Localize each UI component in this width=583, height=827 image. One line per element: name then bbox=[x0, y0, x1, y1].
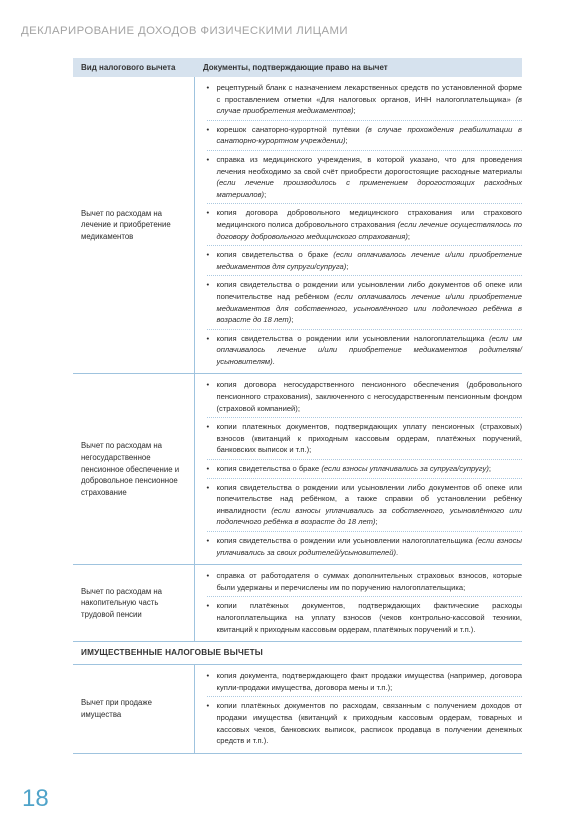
header-documents: Документы, подтверждающие право на вычет bbox=[194, 58, 522, 77]
document-text: копия документа, подтверждающего факт продажи имущества (например, договора купли-продажи имущества, договора мены и т.п.); bbox=[216, 671, 522, 692]
documents-list bbox=[207, 82, 523, 370]
document-punctuation: . bbox=[272, 356, 275, 366]
document-condition: (если им оплачивалось лечение и/или приобретение медикаментов родителям/усыновителям) bbox=[216, 333, 522, 366]
document-punctuation: ; bbox=[346, 261, 349, 271]
document-condition: (если лечение производилось с применением дорогостоящих расходных материалов) bbox=[216, 178, 522, 199]
bullet-icon: • bbox=[206, 464, 210, 474]
document-text: копия договора негосударственного пенсионного обеспечения (добровольного пенсионного страхования), заключенного с негосударственным пенсионным фондом (страховой компанией); bbox=[216, 380, 522, 413]
document-punctuation: ; bbox=[345, 136, 348, 146]
bullet-icon: • bbox=[206, 124, 210, 134]
bullet-icon: • bbox=[206, 380, 210, 390]
list-item bbox=[207, 249, 523, 276]
document-condition: (если взносы уплачивались за своих родителей/усыновителей) bbox=[216, 536, 522, 557]
document-text: копия свидетельства о рождении или усыновлении налогоплательщика bbox=[216, 333, 490, 343]
deduction-type: Вычет по расходам на накопительную часть трудовой пенсии bbox=[73, 565, 194, 642]
bullet-icon: • bbox=[206, 154, 210, 164]
page-number: 18 bbox=[22, 785, 49, 812]
list-item bbox=[207, 570, 523, 597]
list-item bbox=[207, 379, 523, 418]
bullet-icon: • bbox=[206, 601, 210, 611]
document-punctuation: ; bbox=[264, 189, 267, 199]
document-condition: (если лечение осуществлялось по договору добровольного медицинского страхования) bbox=[216, 219, 522, 241]
document-text: копия свидетельства о рождении или усыновлении налогоплательщика bbox=[216, 536, 476, 545]
document-text: копия свидетельства о браке bbox=[216, 250, 334, 260]
bullet-icon: • bbox=[206, 671, 210, 681]
document-text: справка от работодателя о суммах дополнительных страховых взносов, которые были удержаны и перечислены им по поручению налогоплательщика; bbox=[216, 571, 522, 592]
list-item bbox=[207, 124, 523, 151]
documents-list bbox=[207, 670, 523, 750]
document-punctuation: . bbox=[396, 547, 399, 557]
document-punctuation: ; bbox=[407, 231, 411, 241]
bullet-icon: • bbox=[206, 280, 210, 290]
list-item bbox=[207, 154, 523, 204]
list-item bbox=[207, 333, 523, 371]
table-row bbox=[73, 374, 522, 565]
list-item bbox=[207, 421, 523, 460]
list-item bbox=[207, 463, 523, 479]
section-title: ИМУЩЕСТВЕННЫЕ НАЛОГОВЫЕ ВЫЧЕТЫ bbox=[73, 642, 522, 665]
table-row bbox=[73, 565, 522, 642]
document-punctuation: ; bbox=[488, 464, 492, 474]
document-text: рецептурный бланк с назначением лекарственных средств по установленной форме с проставлением отметки «Для налоговых органов, ИНН налогоплательщика» bbox=[216, 83, 522, 104]
document-text: корешок санаторно-курортной путёвки bbox=[216, 124, 366, 134]
documents-cell bbox=[194, 565, 522, 642]
table-row bbox=[73, 77, 522, 374]
bullet-icon: • bbox=[206, 422, 210, 432]
section-row bbox=[73, 642, 522, 665]
document-punctuation: ; bbox=[291, 315, 294, 325]
list-item bbox=[207, 700, 523, 749]
document-text: копия свидетельства о рождении или усыновлении либо документов об опеке или попечительстве над ребёнком bbox=[216, 280, 522, 301]
document-text: копии платежных документов, подтверждающих уплату пенсионных (страховых) взносов (квитанций к приходным кассовым ордерам, платёжных поручений, банковских выписок и т.п.); bbox=[216, 422, 522, 455]
bullet-icon: • bbox=[206, 571, 210, 581]
bullet-icon: • bbox=[206, 208, 210, 218]
table-row bbox=[73, 665, 522, 754]
deductions-table bbox=[73, 58, 522, 754]
bullet-icon: • bbox=[206, 482, 210, 492]
document-condition: (если взносы уплачивались за собственного, усыновлённого или подопечного ребёнка в возрасте до 18 лет) bbox=[216, 505, 522, 527]
documents-cell bbox=[194, 77, 522, 374]
table-header-row bbox=[73, 58, 522, 77]
list-item bbox=[207, 535, 523, 561]
list-item bbox=[207, 207, 523, 246]
documents-cell bbox=[194, 665, 522, 754]
bullet-icon: • bbox=[206, 333, 210, 343]
document-text: копии платёжных документов, подтверждающих фактические расходы налогоплательщика на уплату взносов (чеков контрольно-кассовой техники, квитанций к приходным кассовым ордерам, платёжных поручений и т.п.). bbox=[216, 601, 522, 634]
documents-cell bbox=[194, 374, 522, 565]
document-punctuation: ; bbox=[375, 517, 378, 527]
running-head: ДЕКЛАРИРОВАНИЕ ДОХОДОВ ФИЗИЧЕСКИМИ ЛИЦАМИ bbox=[21, 25, 348, 37]
documents-list bbox=[207, 379, 523, 561]
bullet-icon: • bbox=[206, 536, 210, 545]
document-punctuation: ; bbox=[353, 106, 356, 116]
list-item bbox=[207, 482, 523, 532]
document-condition: (если взносы уплачивались за супруга/супругу) bbox=[321, 464, 489, 474]
deduction-type: Вычет при продаже имущества bbox=[73, 665, 194, 754]
document-text: копия договора добровольного медицинского страхования или страхового медицинского полиса добровольного страхования bbox=[216, 208, 522, 229]
list-item bbox=[207, 82, 523, 121]
document-text: копии платёжных документов по расходам, связанным с получением доходов от продажи имущества (квитанций к приходным кассовым ордерам, товарных и кассовых чеков, банковских выписок, расписок продавца в получении денежных средств и т.п.). bbox=[216, 701, 522, 746]
document-condition: (в случае приобретения медикаментов) bbox=[216, 94, 522, 116]
document-text: справка из медицинского учреждения, в которой указано, что для проведения лечения необходимо за свой счёт приобрести дорогостоящие расходные материалы bbox=[216, 154, 522, 176]
list-item bbox=[207, 279, 523, 329]
deduction-type: Вычет по расходам на лечение и приобретение медикаментов bbox=[73, 77, 194, 374]
document-condition: (если оплачивалось лечение и/или приобретение медикаментов для супруги/супруга) bbox=[216, 250, 522, 271]
list-item bbox=[207, 670, 523, 697]
bullet-icon: • bbox=[206, 701, 210, 711]
document-text: копия свидетельства о браке bbox=[216, 464, 322, 474]
table-body bbox=[73, 77, 522, 753]
documents-list bbox=[207, 570, 523, 638]
document-condition: (в случае прохождения реабилитации в санаторно-курортном учреждении) bbox=[216, 124, 522, 146]
header-deduction-type: Вид налогового вычета bbox=[73, 58, 194, 77]
document-condition: (если оплачивалось лечение и/или приобретение медикаментов для собственного, усыновлённого или подопечного ребёнка в возрасте до 18 лет) bbox=[216, 291, 522, 325]
bullet-icon: • bbox=[206, 83, 210, 92]
list-item bbox=[207, 600, 523, 638]
bullet-icon: • bbox=[206, 250, 210, 260]
document-text: копия свидетельства о рождении или усыновлении либо документов об опеке или попечительстве над ребёнком, а также справки об установлении ребёнку инвалидности bbox=[216, 482, 522, 515]
deduction-type: Вычет по расходам на негосударственное пенсионное обеспечение и добровольное пенсионное страхование bbox=[73, 374, 194, 565]
